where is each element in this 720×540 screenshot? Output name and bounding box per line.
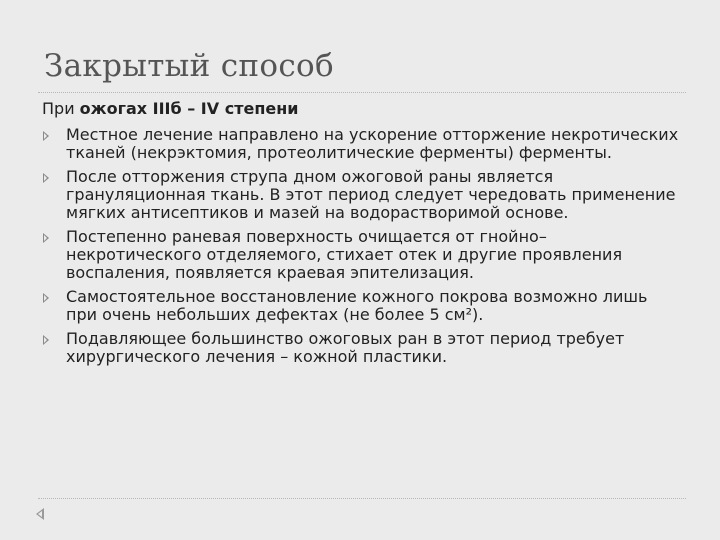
title-divider [38, 92, 686, 93]
list-item-text: Самостоятельное восстановление кожного покрова возможно лишь при очень небольших дефектах (не более 5 см²). [66, 287, 648, 324]
subtitle-bold: ожогах IIIб – IV степени [79, 99, 299, 118]
list-item-text: Подавляющее большинство ожоговых ран в этот период требует хирургического лечения – кожной пластики. [66, 329, 625, 366]
list-item [42, 228, 682, 282]
list-item-text: После отторжения струпа дном ожоговой раны является грануляционная ткань. В этот период следует чередовать применение мягких антисептиков и мазей на водорастворимой основе. [66, 167, 676, 222]
subtitle-prefix: При [42, 99, 80, 118]
footer-divider [38, 498, 686, 499]
bullet-list [42, 126, 682, 372]
slide-title: Закрытый способ [44, 48, 334, 84]
triangle-bullet-icon [43, 335, 49, 345]
list-item-text: Местное лечение направлено на ускорение отторжение некротических тканей (некрэктомия, протеолитические ферменты) ферменты. [66, 125, 679, 162]
triangle-bullet-icon [43, 173, 49, 183]
triangle-bullet-icon [43, 131, 49, 141]
list-item [42, 126, 682, 162]
slide-subtitle [42, 99, 298, 118]
triangle-bullet-icon [43, 293, 49, 303]
list-item [42, 288, 682, 324]
list-item [42, 330, 682, 366]
list-item [42, 168, 682, 222]
previous-slide-arrow-icon[interactable] [36, 508, 44, 520]
triangle-bullet-icon [43, 233, 49, 243]
list-item-text: Постепенно раневая поверхность очищается от гнойно–некротического отделяемого, стихает отек и другие проявления воспаления, появляется краевая эпителизация. [66, 227, 623, 282]
